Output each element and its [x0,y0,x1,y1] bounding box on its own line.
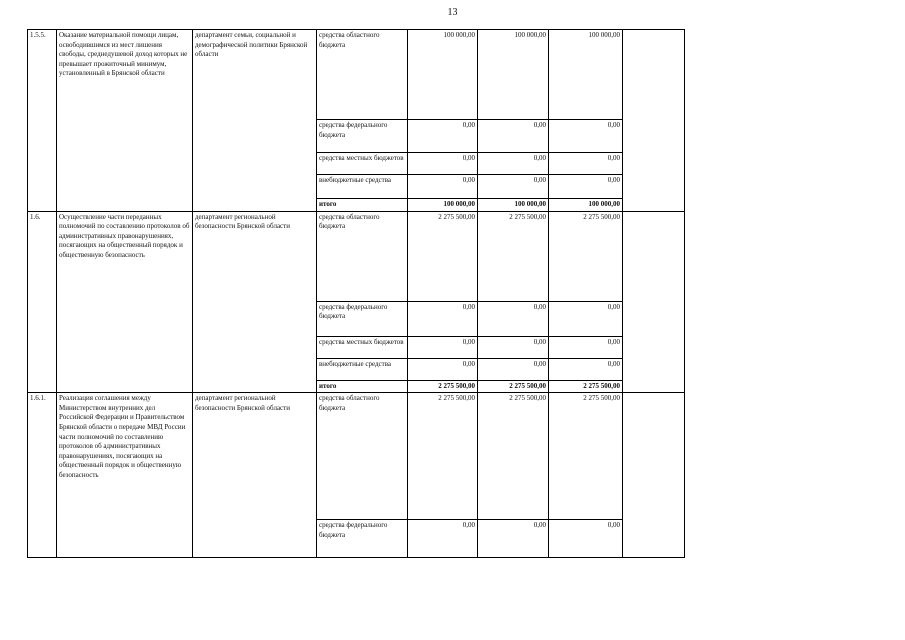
section-code: 1.6.1. [28,393,57,558]
amount-cell: 0,00 [549,336,623,358]
section-description: Реализация соглашения между Министерством внутренних дел Российской Федерации и Правительством Брянской области о передаче МВД России части полномочий по составлению протоколов об административных правонарушениях, посягающих на общественный порядок и общественную безопасность [57,393,193,558]
section-description: Оказание материальной помощи лицам, освободившимся из мест лишения свободы, среднедушевой доход которых не превышает прожиточный минимум, установленный в Брянской области [57,30,193,212]
funding-source: средства федерального бюджета [317,301,408,336]
total-label: итого [317,380,408,393]
amount-cell: 0,00 [408,153,478,175]
section-description: Осуществление части переданных полномочий по составлению протоколов об административных правонарушениях, посягающих на общественный порядок и общественную безопасность [57,211,193,393]
amount-cell: 100 000,00 [408,30,478,120]
funding-source: средства областного бюджета [317,30,408,120]
funding-source: средства федерального бюджета [317,120,408,153]
amount-cell: 0,00 [408,336,478,358]
empty-cell [623,393,685,558]
amount-cell: 0,00 [478,336,549,358]
total-cell: 2 275 500,00 [478,380,549,393]
budget-table [27,29,685,558]
funding-source: внебюджетные средства [317,175,408,199]
empty-cell [623,30,685,212]
amount-cell: 2 275 500,00 [478,393,549,520]
section-code: 1.5.5. [28,30,57,212]
amount-cell: 0,00 [549,120,623,153]
amount-cell: 0,00 [549,358,623,380]
table-row [28,393,685,520]
amount-cell: 0,00 [478,358,549,380]
funding-source: средства федерального бюджета [317,520,408,558]
amount-cell: 0,00 [408,120,478,153]
amount-cell: 100 000,00 [549,30,623,120]
amount-cell: 0,00 [408,175,478,199]
total-cell: 2 275 500,00 [549,380,623,393]
total-cell: 100 000,00 [408,199,478,212]
section-executor: департамент региональной безопасности Брянской области [193,211,317,393]
funding-source: средства местных бюджетов [317,336,408,358]
amount-cell: 2 275 500,00 [478,211,549,301]
amount-cell: 100 000,00 [478,30,549,120]
amount-cell: 0,00 [478,120,549,153]
amount-cell: 0,00 [408,301,478,336]
funding-source: внебюджетные средства [317,358,408,380]
amount-cell: 0,00 [408,520,478,558]
funding-source: средства областного бюджета [317,211,408,301]
amount-cell: 0,00 [408,358,478,380]
total-cell: 2 275 500,00 [408,380,478,393]
amount-cell: 2 275 500,00 [408,211,478,301]
total-label: итого [317,199,408,212]
amount-cell: 0,00 [549,301,623,336]
table-row [28,30,685,120]
amount-cell: 0,00 [478,301,549,336]
amount-cell: 0,00 [478,520,549,558]
total-cell: 100 000,00 [478,199,549,212]
section-executor: департамент региональной безопасности Брянской области [193,393,317,558]
section-executor: департамент семьи, социальной и демографической политики Брянской области [193,30,317,212]
total-cell: 100 000,00 [549,199,623,212]
funding-source: средства областного бюджета [317,393,408,520]
table-row [28,211,685,301]
funding-source: средства местных бюджетов [317,153,408,175]
amount-cell: 0,00 [478,175,549,199]
amount-cell: 2 275 500,00 [549,393,623,520]
amount-cell: 0,00 [549,153,623,175]
amount-cell: 0,00 [549,175,623,199]
empty-cell [623,211,685,393]
amount-cell: 2 275 500,00 [408,393,478,520]
amount-cell: 0,00 [478,153,549,175]
amount-cell: 2 275 500,00 [549,211,623,301]
section-code: 1.6. [28,211,57,393]
page-number: 13 [447,7,458,18]
amount-cell: 0,00 [549,520,623,558]
